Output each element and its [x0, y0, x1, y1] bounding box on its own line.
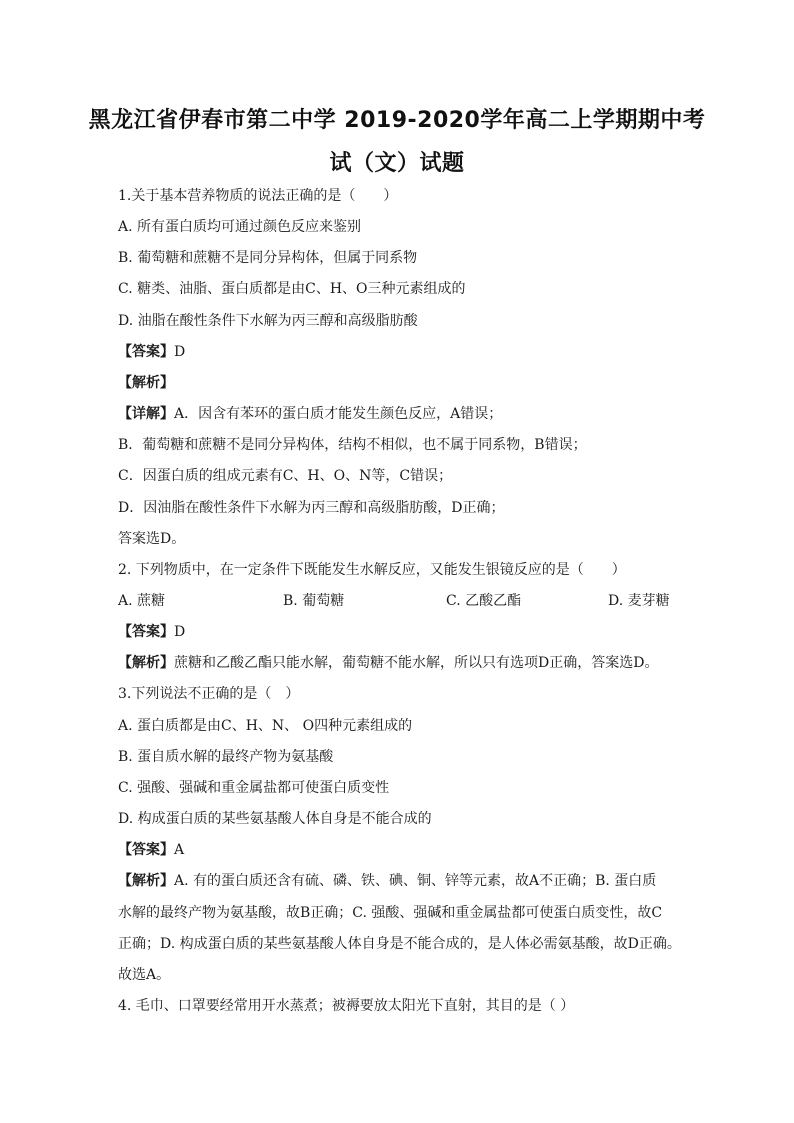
q3-option-a: A. 蛋白质都是由C、H、N、 O四种元素组成的: [118, 718, 413, 734]
answer-tag: 【答案】: [118, 344, 174, 360]
q3-option-b: B. 蛋自质水解的最终产物为氨基酸: [118, 749, 334, 765]
q1-detail-d: D．因油脂在酸性条件下水解为丙三醇和高级脂肪酸，D正确；: [118, 500, 505, 516]
q1-stem: 1.关于基本营养物质的说法正确的是（ ）: [118, 188, 398, 204]
q4-stem: 4. 毛巾、口罩要经常用开水蒸煮；被褥要放太阳光下直射，其目的是（ ）: [118, 998, 575, 1014]
q2-answer: [118, 622, 678, 642]
q1-answer-value: D: [174, 344, 186, 360]
q3-option-d: D. 构成蛋白质的某些氨基酸人体自身是不能合成的: [118, 811, 432, 827]
q3-answer-value: A: [174, 842, 185, 858]
q1-option-d: D. 油脂在酸性条件下水解为丙三醇和高级脂肪酸: [118, 313, 418, 329]
q2-option-b: B. 葡萄糖: [283, 593, 345, 609]
q3-analysis-line-3: 正确；D. 构成蛋白质的某些氨基酸人体自身是不能合成的，是人体必需氨基酸，故D正确。: [118, 936, 681, 952]
q2-option-a: A. 蔗糖: [118, 593, 166, 609]
q1-detail-c: C．因蛋白质的组成元素有C、H、O、N等，C错误；: [118, 468, 453, 484]
q3-analysis-line-4: 故选A。: [118, 967, 171, 983]
q2-answer-value: D: [174, 624, 186, 640]
q3-answer: [118, 840, 678, 860]
q2-analysis-text: 蔗糖和乙酸乙酯只能水解，葡萄糖不能水解，所以只有选项D正确，答案选D。: [174, 655, 659, 671]
q2-stem: 2. 下列物质中，在一定条件下既能发生水解反应，又能发生银镜反应的是（ ）: [118, 562, 626, 578]
q1-option-a: A. 所有蛋白质均可通过颜色反应来鉴别: [118, 219, 362, 235]
analysis-tag: 【解析】: [118, 375, 174, 391]
q2-option-d: D. 麦芽糖: [608, 593, 670, 609]
q1-analysis-heading: [118, 373, 678, 393]
answer-tag: 【答案】: [118, 624, 174, 640]
q2-analysis: [118, 653, 678, 673]
q3-stem: 3.下列说法不正确的是（ ）: [118, 686, 300, 702]
q1-option-b: B. 葡萄糖和蔗糖不是同分异构体，但属于同系物: [118, 250, 418, 266]
answer-tag: 【答案】: [118, 842, 174, 858]
q1-answer: [118, 342, 678, 362]
q3-option-c: C. 强酸、强碱和重金属盐都可使蛋白质变性: [118, 780, 390, 796]
q3-analysis-line-2: 水解的最终产物为氨基酸，故B正确；C. 强酸、强碱和重金属盐都可使蛋白质变性，故C: [118, 905, 663, 921]
q1-detail-a: [118, 404, 678, 424]
q1-detail-b: B．葡萄糖和蔗糖不是同分异构体，结构不相似，也不属于同系物，B错误；: [118, 437, 587, 453]
detail-tag: 【详解】: [118, 406, 174, 422]
document-title-line-2: 试（文）试题: [329, 151, 465, 176]
q1-detail-a-text: A．因含有苯环的蛋白质才能发生颜色反应，A错误；: [174, 406, 503, 422]
q3-analysis-line-1: [118, 871, 678, 891]
q2-option-c: C. 乙酸乙酯: [446, 593, 522, 609]
q1-option-c: C. 糖类、油脂、蛋白质都是由C、H、O三种元素组成的: [118, 281, 466, 297]
q3-analysis-text-1: A. 有的蛋白质还含有硫、磷、铁、碘、铜、锌等元素，故A不正确；B. 蛋白质: [174, 873, 657, 889]
q1-conclusion: 答案选D。: [118, 531, 186, 547]
analysis-tag: 【解析】: [118, 655, 174, 671]
document-title-line-1: 黑龙江省伊春市第二中学 2019-2020学年高二上学期期中考: [88, 108, 706, 133]
analysis-tag: 【解析】: [118, 873, 174, 889]
